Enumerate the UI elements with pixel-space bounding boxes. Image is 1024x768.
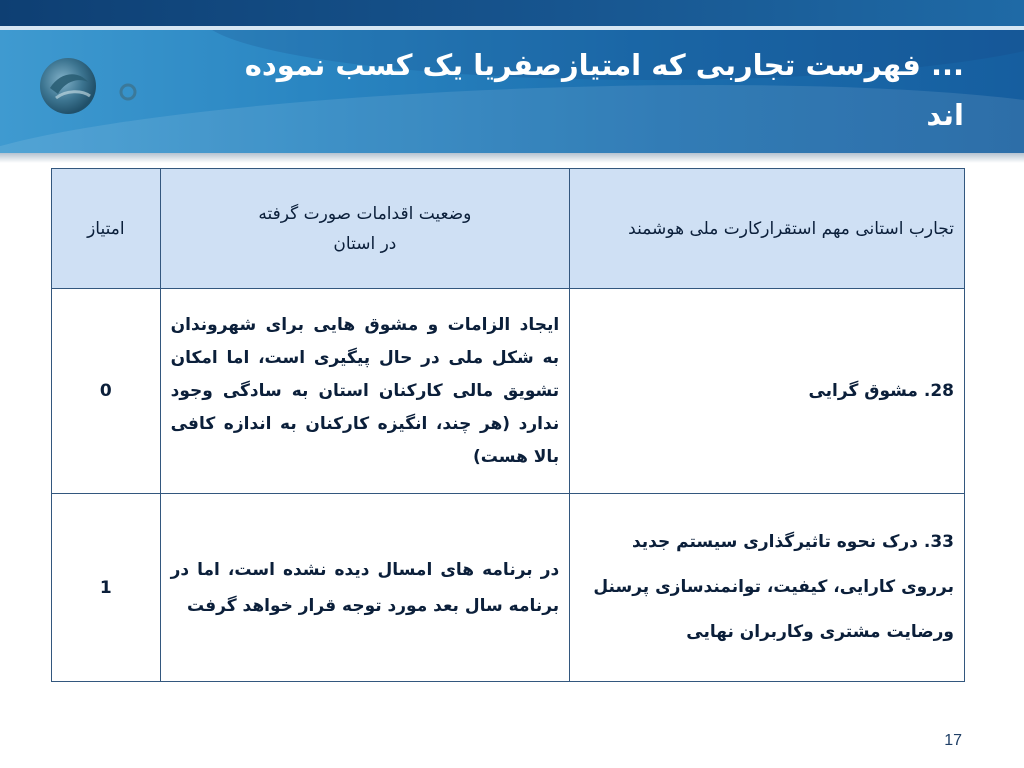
table-header-row — [52, 169, 965, 289]
banner-shadow — [0, 153, 1024, 163]
header-experience — [570, 169, 965, 289]
header-score — [52, 169, 161, 289]
header-score-label: امتیاز — [87, 218, 125, 239]
row-score: 0 — [99, 381, 112, 401]
table-row — [52, 289, 965, 494]
row-status: ایجاد الزامات و مشوق هایی برای شهروندان به شکل ملی در حال پیگیری است، اما امکان تشویق مالی کارکنان استان به سادگی وجود ندارد (هر چند، انگیزه کارکنان به اندازه کافی بالا هست) — [170, 314, 560, 467]
header-status — [160, 169, 570, 289]
top-band — [0, 0, 1024, 26]
header-status-label: وضعیت اقدامات صورت گرفته در استان — [258, 203, 472, 254]
row-score-cell — [52, 289, 161, 494]
experience-table — [51, 168, 965, 682]
header-experience-label: تجارب استانی مهم استقرارکارت ملی هوشمند — [628, 218, 954, 239]
slide-title: ... فهرست تجاربی که امتیازصفریا یک کسب نموده اند — [244, 48, 964, 132]
row-experience: 28. مشوق گرایی — [808, 380, 954, 401]
row-score-cell — [52, 494, 161, 682]
row-status: در برنامه های امسال دیده نشده است، اما در برنامه سال بعد مورد توجه قرار خواهد گرفت — [170, 559, 560, 616]
row-status-cell — [160, 494, 570, 682]
row-status-cell — [160, 289, 570, 494]
row-score: 1 — [99, 577, 112, 598]
table-row — [52, 494, 965, 682]
row-experience: 33. درک نحوه تاثیرگذاری سیستم جدید برروی کارایی، کیفیت، توانمندسازی پرسنل ورضایت مشتری وکاربران نهایی — [593, 532, 954, 642]
row-experience-cell — [570, 494, 965, 682]
row-experience-cell — [570, 289, 965, 494]
page-number: 17 — [944, 732, 962, 749]
globe-logo-icon — [36, 52, 106, 120]
